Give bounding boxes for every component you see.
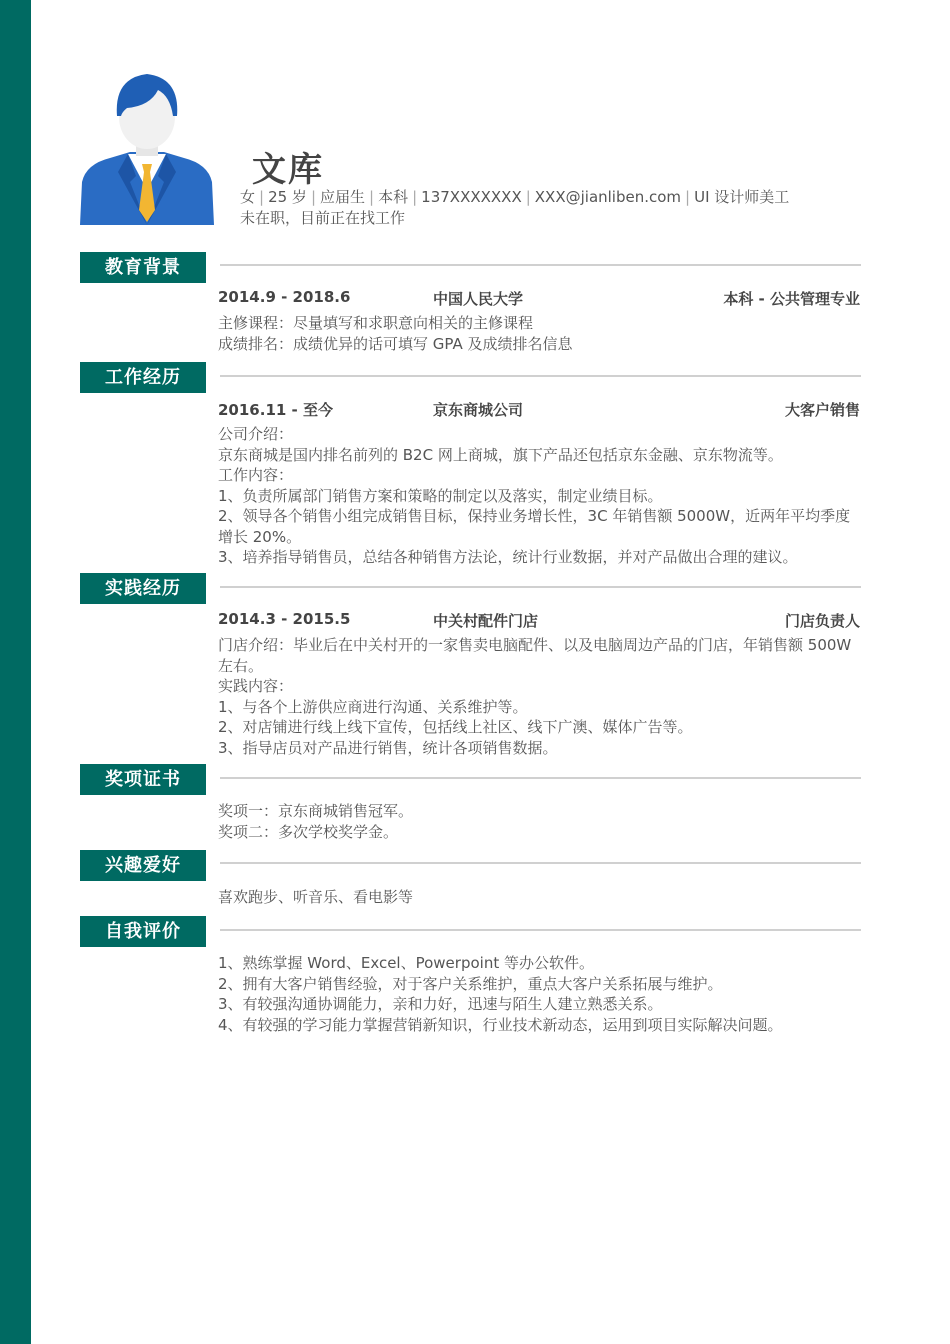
practice-store: 中关村配件门店 xyxy=(433,612,539,630)
awards-details xyxy=(218,801,863,842)
text-line: 公司介绍： xyxy=(218,425,294,443)
text-line: 2、对店铺进行线上线下宣传，包括线上社区、线下广澳、媒体广告等。 xyxy=(218,718,693,736)
section-divider xyxy=(220,586,861,588)
section-heading-education: 教育背景 xyxy=(80,252,206,283)
section-divider xyxy=(220,264,861,266)
practice-entry-header xyxy=(218,610,860,632)
section-divider xyxy=(220,929,861,931)
section-heading-practice: 实践经历 xyxy=(80,573,206,604)
section-divider xyxy=(220,777,861,779)
education-entry-header xyxy=(218,288,860,310)
section-heading-awards: 奖项证书 xyxy=(80,764,206,795)
section-heading-hobbies: 兴趣爱好 xyxy=(80,850,206,881)
text-line: 主修课程：尽量填写和求职意向相关的主修课程 xyxy=(218,314,534,332)
degree: 本科 xyxy=(378,188,409,206)
person-avatar-icon xyxy=(80,72,214,225)
side-accent-bar xyxy=(0,0,31,1344)
work-date: 2016.11 - 至今 xyxy=(218,401,333,419)
section-divider xyxy=(220,862,861,864)
email: XXX@jianliben.com xyxy=(534,188,682,206)
text-line: 成绩排名：成绩优异的话可填写 GPA 及成绩排名信息 xyxy=(218,334,573,353)
practice-details xyxy=(218,635,863,758)
text-line: 工作内容： xyxy=(218,466,294,484)
work-entry-header xyxy=(218,399,860,421)
self-evaluation-details xyxy=(218,953,863,1035)
text-line: 3、指导店员对产品进行销售，统计各项销售数据。 xyxy=(218,738,558,757)
practice-title: 门店负责人 xyxy=(784,612,860,630)
section-divider xyxy=(220,375,861,377)
education-date: 2014.9 - 2018.6 xyxy=(218,288,351,306)
section-heading-self-evaluation: 自我评价 xyxy=(80,916,206,947)
job-target: UI 设计师美工 xyxy=(694,188,790,206)
education-details xyxy=(218,313,863,354)
text-line: 奖项一：京东商城销售冠军。 xyxy=(218,802,414,820)
gender: 女 xyxy=(240,188,256,206)
text-line: 门店介绍：毕业后在中关村开的一家售卖电脑配件、以及电脑周边产品的门店，年销售额 500W xyxy=(218,636,852,654)
age: 25 岁 xyxy=(268,188,307,206)
text-line: 1、与各个上游供应商进行沟通、关系维护等。 xyxy=(218,697,528,716)
work-details xyxy=(218,424,863,568)
education-major: 本科 - 公共管理专业 xyxy=(723,290,860,308)
education-school: 中国人民大学 xyxy=(433,290,524,308)
text-line: 4、有较强的学习能力掌握营销新知识，行业技术新动态，运用到项目实际解决问题。 xyxy=(218,1015,783,1034)
section-heading-work: 工作经历 xyxy=(80,362,206,393)
text-line: 奖项二：多次学校奖学金。 xyxy=(218,822,399,841)
text-line: 1、熟练掌握 Word、Excel、Powerpoint 等办公软件。 xyxy=(218,954,594,972)
practice-date: 2014.3 - 2015.5 xyxy=(218,610,351,628)
contact-info: 女 | 25 岁 | 应届生 | 本科 | 137XXXXXXX | XXX@jianliben.com | UI 设计师美工 xyxy=(240,188,790,206)
phone: 137XXXXXXX xyxy=(421,188,522,206)
candidate-name: 文库 xyxy=(252,150,324,190)
text-line: 2、拥有大客户销售经验，对于客户关系维护，重点大客户关系拓展与维护。 xyxy=(218,974,723,993)
text-line: 左右。 xyxy=(218,656,264,675)
hobbies-details xyxy=(218,887,863,908)
candidate-type: 应届生 xyxy=(320,188,366,206)
text-line: 增长 20%。 xyxy=(218,527,302,546)
text-line: 2、领导各个销售小组完成销售目标，保持业务增长性，3C 年销售额 5000W，近两年平均季度 xyxy=(218,507,851,525)
text-line: 京东商城是国内排名前列的 B2C 网上商城，旗下产品还包括京东金融、京东物流等。 xyxy=(218,445,783,464)
work-company: 京东商城公司 xyxy=(433,401,524,419)
text-line: 3、有较强沟通协调能力，亲和力好，迅速与陌生人建立熟悉关系。 xyxy=(218,995,663,1013)
text-line: 喜欢跑步、听音乐、看电影等 xyxy=(218,888,414,906)
work-title: 大客户销售 xyxy=(784,401,860,419)
text-line: 3、培养指导销售员，总结各种销售方法论，统计行业数据，并对产品做出合理的建议。 xyxy=(218,548,798,566)
job-status: 未在职，目前正在找工作 xyxy=(240,209,406,227)
text-line: 1、负责所属部门销售方案和策略的制定以及落实，制定业绩目标。 xyxy=(218,486,663,505)
text-line: 实践内容： xyxy=(218,677,294,695)
